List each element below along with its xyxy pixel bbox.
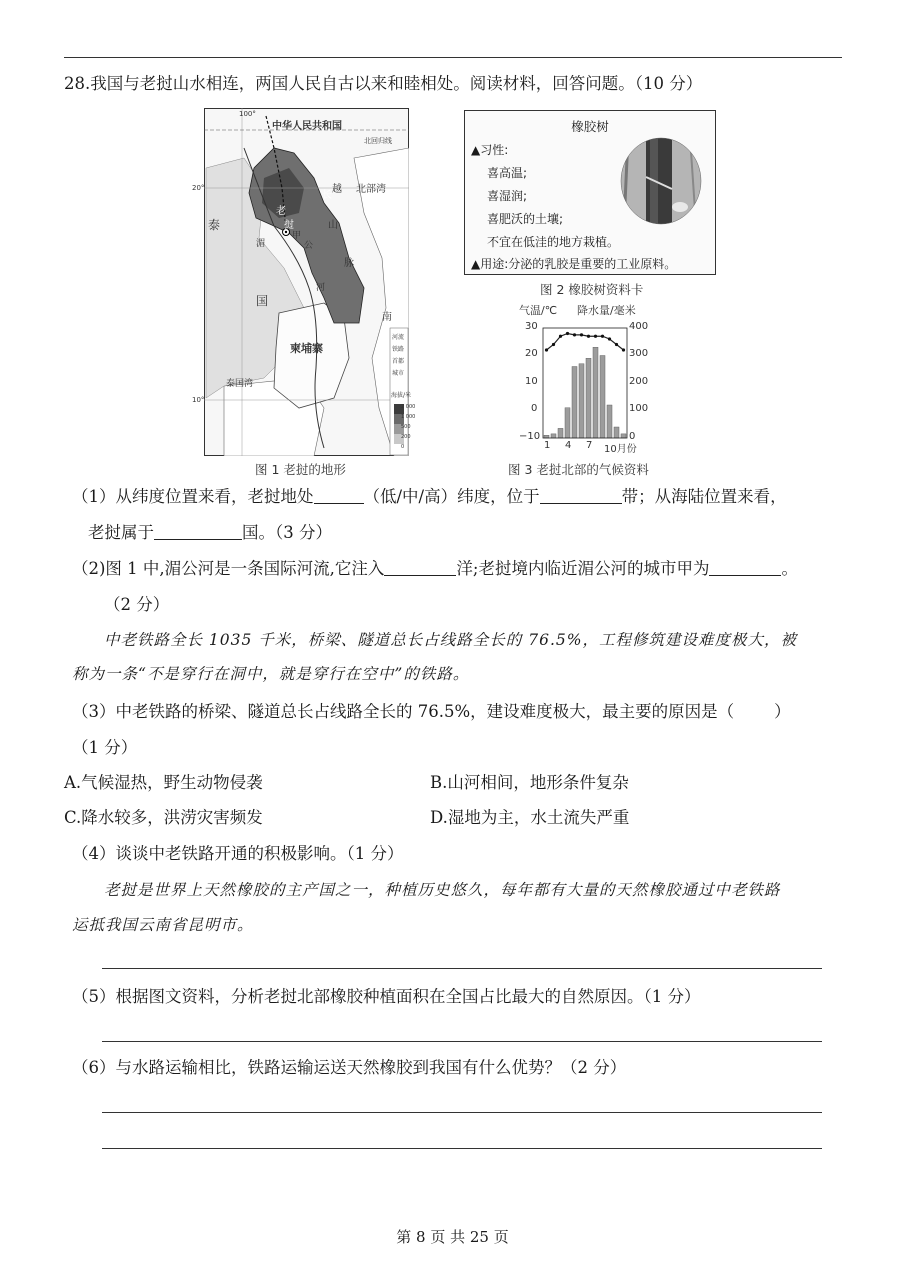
temp-point-3 [559, 335, 562, 338]
plot-frame [543, 328, 627, 438]
q3-score: （1 分） [72, 738, 138, 757]
temp-point-9 [601, 335, 604, 338]
guo-label: 国 [256, 294, 269, 308]
elev-500: 500 [401, 424, 411, 430]
map-caption: 图 1 老挝的地形 [255, 462, 346, 477]
beibu-label: 北部湾 [356, 184, 386, 195]
card-title: 橡胶树 [571, 119, 609, 134]
question-header: 28.我国与老挝山水相连，两国人民自古以来和睦相处。阅读材料，回答问题。（10 分） [64, 74, 703, 93]
y2-tick-300: 300 [629, 348, 649, 359]
top-rule [64, 57, 842, 58]
precip-bar-11 [614, 427, 619, 438]
temp-point-2 [552, 343, 555, 346]
temp-point-1 [545, 348, 548, 351]
y2-label: 降水量/毫米 [577, 304, 636, 317]
y1-tick-0: 0 [531, 403, 538, 414]
temp-point-7 [587, 335, 590, 338]
y1-tick-neg10: −10 [519, 431, 541, 442]
q1-text-b: （低/中/高）纬度，位于 [363, 487, 540, 506]
q1-text-a: （1）从纬度位置来看，老挝地处 [72, 487, 314, 506]
chart-caption: 图 3 老挝北部的气候资料 [508, 462, 649, 477]
q4-answer-line[interactable] [102, 968, 822, 969]
legend-city: 城市 [392, 370, 405, 377]
q3-close-paren: ） [774, 702, 791, 721]
elev-2000: 2 000 [401, 404, 416, 410]
x-tick-7: 7 [586, 440, 593, 451]
legend-rail: 铁路 [392, 346, 405, 353]
laos-map [192, 108, 416, 456]
q1-blank-1[interactable] [314, 487, 364, 504]
precip-bar-10 [607, 405, 612, 438]
gulf-label: 泰国湾 [226, 379, 254, 389]
card-h4: 不宜在低洼的地方栽植。 [487, 235, 620, 249]
legend-capital: 首都 [392, 358, 405, 365]
card-caption: 图 2 橡胶树资料卡 [540, 282, 644, 297]
q5-answer-line[interactable] [102, 1041, 822, 1042]
cambodia-label: 柬埔寨 [290, 342, 323, 355]
laos-char1: 老 [276, 206, 286, 217]
chang-label: 长 [322, 190, 332, 201]
rubber-tree-card [464, 110, 716, 275]
x-tick-10: 10月份 [604, 444, 637, 455]
temperature-line [547, 334, 624, 351]
precip-bar-5 [572, 367, 577, 439]
temp-point-11 [615, 343, 618, 346]
mai-label: 脉 [344, 258, 354, 269]
y2-tick-400: 400 [629, 321, 649, 332]
lon-label: 100° [239, 110, 256, 118]
card-use: ▲用途:分泌的乳胶是重要的工业原料。 [471, 257, 677, 271]
climate-chart [505, 300, 665, 455]
precip-bar-8 [593, 347, 598, 438]
y1-tick-20: 20 [525, 348, 538, 359]
tai-label: 泰 [208, 218, 221, 232]
temp-point-6 [580, 333, 583, 336]
jia-label: 甲 [292, 231, 302, 241]
q2-blank-1[interactable] [384, 559, 456, 576]
y1-tick-30: 30 [525, 321, 538, 332]
nan-label: 南 [382, 312, 392, 323]
card-h2: 喜湿润; [487, 189, 528, 203]
x-tick-1: 1 [544, 440, 551, 451]
legend-elev: 海拔/米 [391, 392, 412, 399]
q2-text-b: 洋;老挝境内临近湄公河的城市甲为 [456, 559, 710, 578]
q1-text-e: 国。（3 分） [242, 523, 332, 542]
mei-label: 湄 [256, 239, 266, 249]
precip-bar-4 [565, 408, 570, 438]
q6-answer-line-2[interactable] [102, 1148, 822, 1149]
precip-bar-6 [579, 364, 584, 438]
q1-blank-2[interactable] [540, 487, 622, 504]
q3-line1 [72, 702, 791, 722]
shan-label: 山 [328, 220, 338, 231]
option-c[interactable]: C.降水较多，洪涝灾害频发 [64, 808, 263, 827]
y2-tick-0: 0 [629, 431, 636, 442]
y1-label: 气温/℃ [519, 304, 558, 317]
q1-line2 [88, 523, 332, 543]
elev-0: 0 [401, 444, 405, 450]
q2-line1 [72, 559, 798, 579]
china-label: 中华人民共和国 [272, 121, 342, 132]
gong-label: 公 [304, 241, 314, 251]
rubber-tree-photo [620, 137, 702, 225]
q6-answer-line-1[interactable] [102, 1112, 822, 1113]
passage1-line1: 中老铁路全长 1035 千米，桥梁、隧道总长占线路全长的 76.5%，工程修筑建设难度极大，被 [104, 631, 797, 649]
q1-line1 [72, 487, 787, 507]
precip-bar-1 [544, 435, 549, 438]
precip-bar-9 [600, 356, 605, 439]
card-h3: 喜肥沃的土壤; [487, 212, 564, 226]
precip-bar-12 [621, 434, 626, 438]
temp-point-12 [622, 348, 625, 351]
elev-200: 200 [401, 434, 411, 440]
x-tick-4: 4 [565, 440, 572, 451]
q1-text-c: 带；从海陆位置来看， [621, 487, 787, 506]
q1-text-d: 老挝属于 [88, 523, 154, 542]
page-footer: 第 8 页 共 25 页 [396, 1228, 509, 1246]
q2-text-a: （2)图 1 中,湄公河是一条国际河流,它注入 [72, 559, 385, 578]
laos-char2: 挝 [284, 220, 294, 231]
passage1-line2: 称为一条“不是穿行在洞中，就是穿行在空中”的铁路。 [72, 665, 470, 683]
card-h1: 喜高温; [487, 166, 528, 180]
temp-point-8 [594, 335, 597, 338]
y2-tick-100: 100 [629, 403, 649, 414]
q4-text: （4）谈谈中老铁路开通的积极影响。（1 分） [72, 844, 404, 863]
yue-label: 越 [332, 184, 342, 195]
temp-point-5 [573, 333, 576, 336]
temp-point-10 [608, 337, 611, 340]
precip-bar-2 [551, 434, 556, 438]
elev-1000: 1 000 [401, 414, 416, 420]
q5-text: （5）根据图文资料，分析老挝北部橡胶种植面积在全国占比最大的自然原因。（1 分） [72, 987, 701, 1006]
passage2-line1: 老挝是世界上天然橡胶的主产国之一，种植历史悠久，每年都有大量的天然橡胶通过中老铁路 [104, 881, 781, 899]
option-d[interactable]: D.湿地为主，水土流失严重 [430, 808, 630, 827]
y1-tick-10: 10 [525, 376, 538, 387]
card-habit: ▲习性: [471, 143, 509, 157]
precip-bar-7 [586, 358, 591, 438]
option-b[interactable]: B.山河相间，地形条件复杂 [430, 773, 629, 792]
legend-river: 河流 [392, 334, 405, 341]
passage2-line2: 运抵我国云南省昆明市。 [72, 916, 254, 934]
q1-blank-3[interactable] [154, 523, 242, 540]
y2-tick-200: 200 [629, 376, 649, 387]
tropic-label: 北回归线 [364, 137, 392, 145]
precip-bar-3 [558, 428, 563, 438]
q2-text-c: 。 [781, 559, 798, 578]
q3-text: （3）中老铁路的桥梁、隧道总长占线路全长的 76.5%，建设难度极大，最主要的原因是（ [72, 702, 735, 721]
q2-score: （2 分） [104, 595, 170, 614]
q6-text: （6）与水路运输相比，铁路运输运送天然橡胶到我国有什么优势？（2 分） [72, 1058, 627, 1077]
temp-point-4 [566, 332, 569, 335]
he-label: 河 [316, 283, 326, 293]
lat10-label: 10° [192, 396, 205, 404]
option-a[interactable]: A.气候湿热，野生动物侵袭 [64, 773, 263, 792]
lat20-label: 20° [192, 184, 205, 192]
q2-blank-2[interactable] [709, 559, 781, 576]
